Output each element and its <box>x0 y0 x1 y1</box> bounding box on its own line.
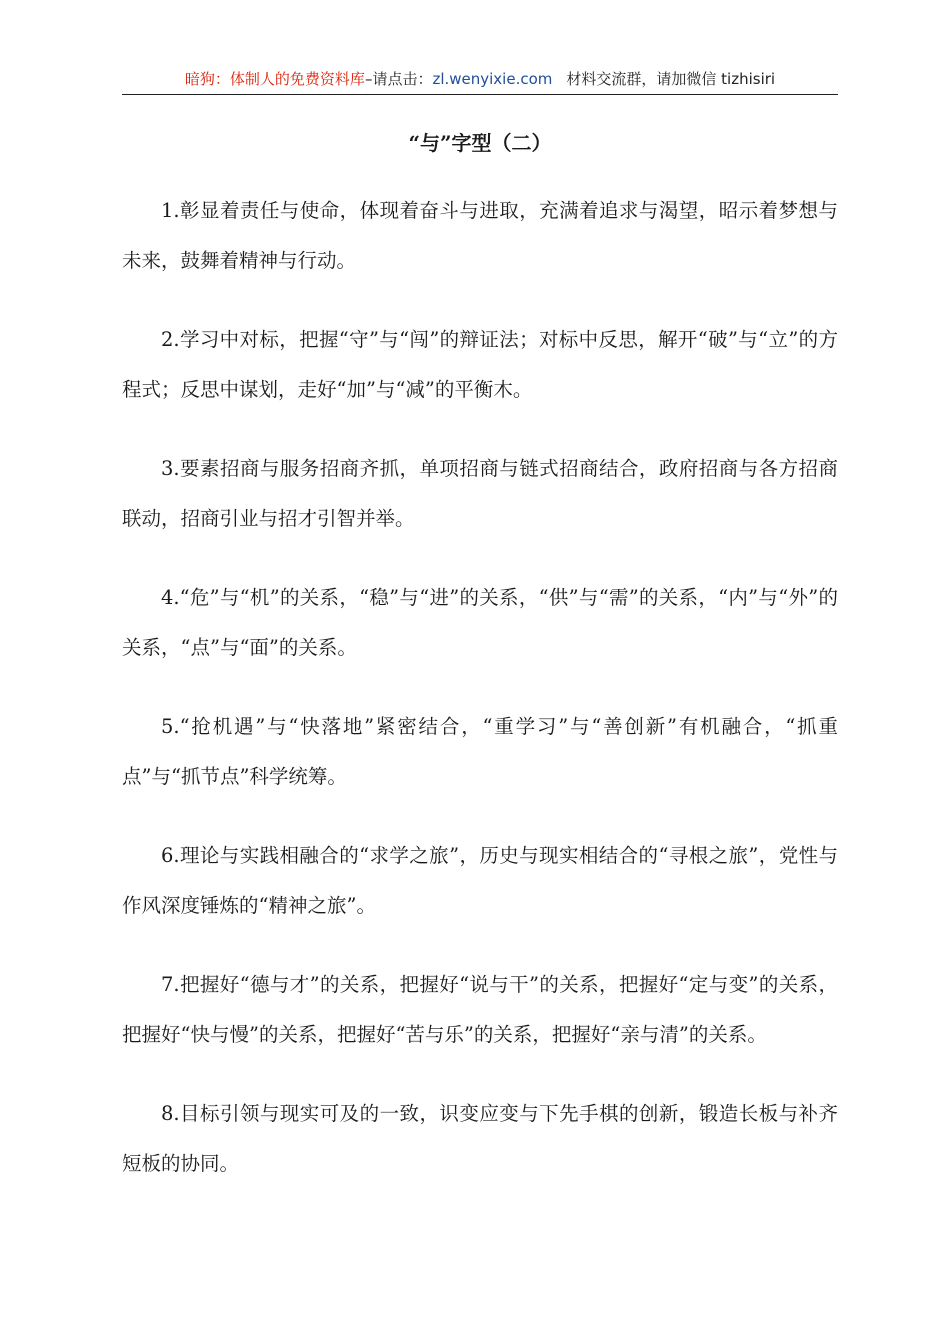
paragraph-4: 4.“危”与“机”的关系，“稳”与“进”的关系，“供”与“需”的关系，“内”与“外”的关系，“点”与“面”的关系。 <box>122 586 838 659</box>
document-title: “与”字型（二） <box>408 131 552 155</box>
header-brand: 暗狗：体制人的免费资料库 <box>184 70 365 88</box>
paragraph-1: 1.彰显着责任与使命，体现着奋斗与进取，充满着追求与渴望，昭示着梦想与未来，鼓舞着精神与行动。 <box>122 199 838 272</box>
header-click-text: –请点击： <box>364 70 433 88</box>
header-url-link[interactable]: zl.wenyixie.com <box>432 70 553 88</box>
page-header <box>122 68 838 95</box>
document-body <box>122 186 838 1218</box>
paragraph-7: 7.把握好“德与才”的关系，把握好“说与干”的关系，把握好“定与变”的关系，把握好“快与慢”的关系，把握好“苦与乐”的关系，把握好“亲与清”的关系。 <box>122 973 838 1046</box>
paragraph-6: 6.理论与实践相融合的“求学之旅”，历史与现实相结合的“寻根之旅”，党性与作风深度锤炼的“精神之旅”。 <box>122 844 838 917</box>
paragraph-5: 5.“抢机遇”与“快落地”紧密结合，“重学习”与“善创新”有机融合，“抓重点”与“抓节点”科学统筹。 <box>122 715 838 788</box>
header-group-text: 材料交流群，请加微信 tizhisiri <box>566 70 776 88</box>
paragraph-2: 2.学习中对标，把握“守”与“闯”的辩证法；对标中反思，解开“破”与“立”的方程式；反思中谋划，走好“加”与“减”的平衡木。 <box>122 328 838 401</box>
paragraph-3: 3.要素招商与服务招商齐抓，单项招商与链式招商结合，政府招商与各方招商联动，招商引业与招才引智并举。 <box>122 457 838 530</box>
paragraph-8: 8.目标引领与现实可及的一致，识变应变与下先手棋的创新，锻造长板与补齐短板的协同。 <box>122 1102 838 1175</box>
